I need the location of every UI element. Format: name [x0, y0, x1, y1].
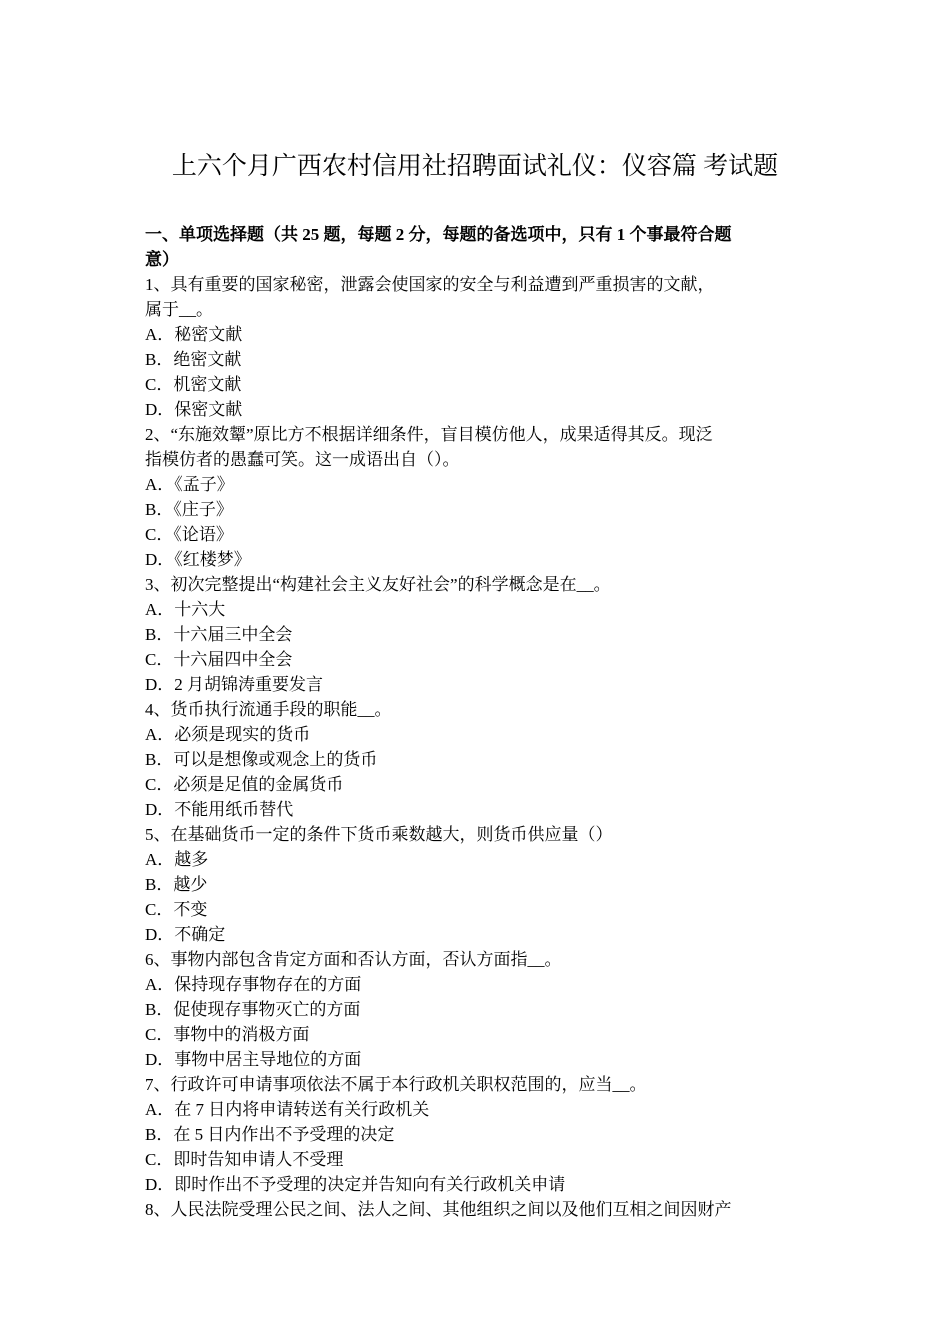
answer-option: A．秘密文献 — [145, 325, 243, 344]
question-stem-line: 指模仿者的愚蠢可笑。这一成语出自（）。 — [145, 450, 460, 469]
question-item — [145, 947, 809, 1072]
answer-option: C．事物中的消极方面 — [145, 1025, 310, 1044]
answer-option: B．绝密文献 — [145, 350, 242, 369]
answer-option: A．十六大 — [145, 600, 226, 619]
answer-option: B．十六届三中全会 — [145, 625, 293, 644]
answer-option: C．《论语》 — [145, 525, 233, 544]
answer-option: D．保密文献 — [145, 400, 243, 419]
question-stem-line: 1、具有重要的国家秘密，泄露会使国家的安全与利益遭到严重损害的文献， — [145, 275, 715, 294]
answer-option: A．在 7 日内将申请转送有关行政机关 — [145, 1100, 430, 1119]
answer-option: D．2 月胡锦涛重要发言 — [145, 675, 324, 694]
section-heading-line-1: 一、单项选择题（共 25 题，每题 2 分，每题的备选项中，只有 1 个事最符合题 — [145, 225, 732, 244]
question-stem-line: 6、事物内部包含肯定方面和否认方面，否认方面指__。 — [145, 950, 562, 969]
question-item — [145, 1197, 809, 1222]
section-heading-line-2: 意） — [145, 250, 179, 269]
question-stem-line: 7、行政许可申请事项依法不属于本行政机关职权范围的，应当__。 — [145, 1075, 647, 1094]
answer-option: A．保持现存事物存在的方面 — [145, 975, 362, 994]
question-stem-line: 属于__。 — [145, 300, 213, 319]
answer-option: B．越少 — [145, 875, 208, 894]
answer-option: C．机密文献 — [145, 375, 242, 394]
question-item — [145, 822, 809, 947]
answer-option: D．不确定 — [145, 925, 226, 944]
document-body — [145, 222, 809, 1222]
answer-option: D．《红楼梦》 — [145, 550, 251, 569]
answer-option: A．《孟子》 — [145, 475, 234, 494]
answer-option: D．事物中居主导地位的方面 — [145, 1050, 362, 1069]
question-stem-line: 3、初次完整提出“构建社会主义友好社会”的科学概念是在__。 — [145, 575, 611, 594]
answer-option: C．必须是足值的金属货币 — [145, 775, 344, 794]
answer-option: B．《庄子》 — [145, 500, 233, 519]
question-item — [145, 272, 809, 422]
answer-option: B．在 5 日内作出不予受理的决定 — [145, 1125, 395, 1144]
answer-option: B．可以是想像或观念上的货币 — [145, 750, 378, 769]
question-stem-line: 8、人民法院受理公民之间、法人之间、其他组织之间以及他们互相之间因财产 — [145, 1200, 732, 1219]
question-stem-line: 5、在基础货币一定的条件下货币乘数越大，则货币供应量（） — [145, 825, 613, 844]
document-title: 上六个月广西农村信用社招聘面试礼仪：仪容篇 考试题 — [171, 153, 779, 180]
question-item — [145, 422, 809, 572]
question-item — [145, 697, 809, 822]
answer-option: A．越多 — [145, 850, 209, 869]
answer-option: C．不变 — [145, 900, 208, 919]
answer-option: C．即时告知申请人不受理 — [145, 1150, 344, 1169]
answer-option: B．促使现存事物灭亡的方面 — [145, 1000, 361, 1019]
question-item — [145, 1072, 809, 1197]
question-stem-line: 2、“东施效颦”原比方不根据详细条件，盲目模仿他人，成果适得其反。现泛 — [145, 425, 713, 444]
question-stem-line: 4、货币执行流通手段的职能__。 — [145, 700, 392, 719]
question-item — [145, 572, 809, 697]
answer-option: D．不能用纸币替代 — [145, 800, 294, 819]
answer-option: C．十六届四中全会 — [145, 650, 293, 669]
question-list — [145, 272, 809, 1222]
answer-option: A．必须是现实的货币 — [145, 725, 311, 744]
answer-option: D．即时作出不予受理的决定并告知向有关行政机关申请 — [145, 1175, 566, 1194]
